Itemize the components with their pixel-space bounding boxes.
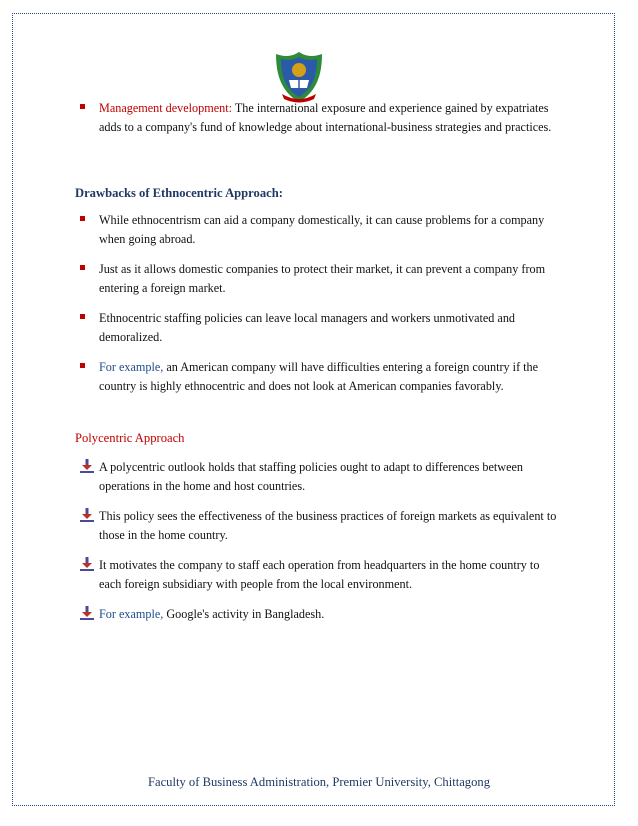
drawback-text: Just as it allows domestic companies to protect their market, it can prevent a company from entering a foreign market.: [99, 262, 546, 295]
polycentric-text: Google's activity in Bangladesh.: [166, 607, 325, 621]
management-label: Management development:: [99, 101, 233, 115]
polycentric-text: It motivates the company to staff each operation from headquarters in the home country to each foreign subsidiary with people from the local environment.: [99, 558, 540, 591]
square-bullet-icon: [80, 314, 85, 319]
drawback-item: [80, 358, 560, 395]
drawback-item: [80, 211, 560, 248]
square-bullet-icon: [80, 104, 85, 109]
square-bullet-icon: [80, 363, 85, 368]
polycentric-item: [80, 605, 560, 624]
polycentric-text: This policy sees the effectiveness of the business practices of foreign markets as equivalent to those in the home country.: [99, 509, 557, 542]
drawback-text: an American company will have difficulties entering a foreign country if the country is highly ethnocentric and does not look at American companies favorably.: [99, 360, 539, 393]
down-arrow-bullet-icon: [80, 606, 94, 620]
drawback-text: Ethnocentric staffing policies can leave local managers and workers unmotivated and demoralized.: [99, 311, 516, 344]
drawback-item: [80, 260, 560, 297]
square-bullet-icon: [80, 265, 85, 270]
down-arrow-bullet-icon: [80, 557, 94, 571]
polycentric-item: [80, 556, 560, 593]
polycentric-item: [80, 507, 560, 544]
management-text: The international exposure and experience gained by expatriates adds to a company's fund of knowledge about international-business strategies and practices.: [99, 101, 552, 134]
example-label: For example,: [99, 360, 164, 374]
management-development-item: [80, 99, 560, 136]
polycentric-text: A polycentric outlook holds that staffing policies ought to adapt to differences between operations in the home and host countries.: [99, 460, 523, 493]
university-crest-icon: [272, 50, 326, 104]
down-arrow-bullet-icon: [80, 508, 94, 522]
drawbacks-heading: Drawbacks of Ethnocentric Approach:: [75, 186, 283, 200]
drawback-item: [80, 309, 560, 346]
page-footer: Faculty of Business Administration, Premier University, Chittagong: [148, 775, 490, 789]
square-bullet-icon: [80, 216, 85, 221]
drawback-text: While ethnocentrism can aid a company domestically, it can cause problems for a company when going abroad.: [99, 213, 545, 246]
down-arrow-bullet-icon: [80, 459, 94, 473]
example-label: For example,: [99, 607, 164, 621]
polycentric-item: [80, 458, 560, 495]
polycentric-heading: Polycentric Approach: [75, 431, 185, 445]
